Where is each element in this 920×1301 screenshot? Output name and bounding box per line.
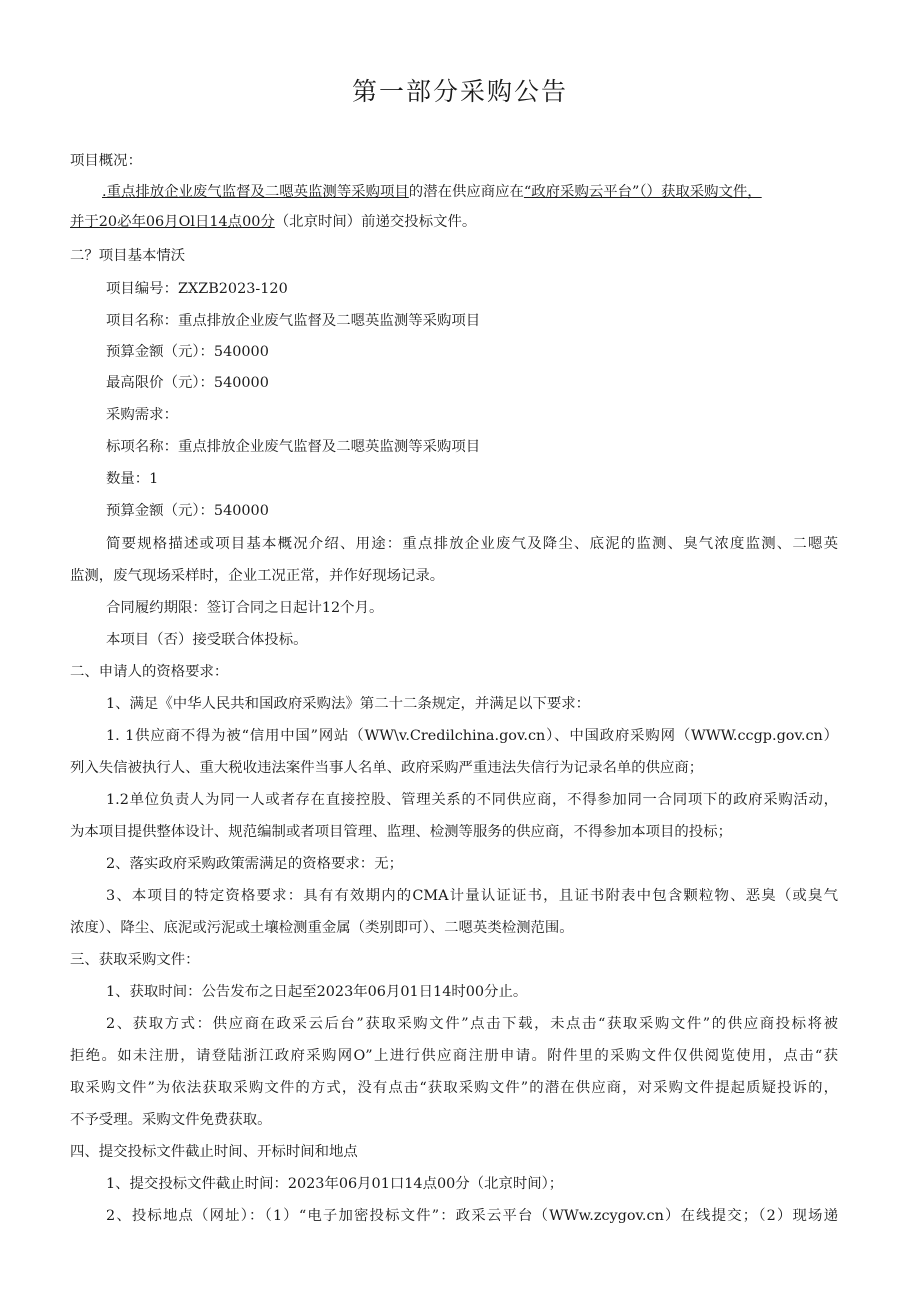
obtain-method-cont-2: 取采购文件”为依法获取采购文件的方式，没有点击“获取采购文件”的潜在供应商，对采购文件提起质疑投诉的，	[70, 1080, 838, 1096]
project-number: 项目编号：ZXZB2023-120	[106, 281, 288, 297]
obtain-method: 2、获取方式：供应商在政采云后台”获取采购文件”点击下载，未点击“获取采购文件”的供应商投标将被	[106, 1016, 838, 1032]
overview-heading: 项目概况：	[70, 153, 142, 169]
obtain-heading: 三、获取采购文件：	[70, 952, 200, 968]
obtain-method-cont-1: 拒绝。如未注册，请登陆浙江政府采购网O”上进行供应商注册申请。附件里的采购文件仅供阅览使用，点击“获	[70, 1048, 838, 1064]
project-name: 项目名称：重点排放企业废气监督及二嗯英监测等采购项目	[106, 313, 481, 329]
submit-location: 2、投标地点（网址）：（1）“电子加密投标文件”：政采云平台（WWw.zcygov.cn）在线提交；（2）现场递	[106, 1208, 838, 1224]
submit-deadline: 1、提交投标文件截止时间：2023年06月01口14点00分（北京时间）；	[106, 1176, 564, 1192]
overview-line-2	[70, 207, 476, 238]
qualification-2: 2、落实政府采购政策需满足的资格要求：无；	[106, 856, 403, 872]
lot-budget: 预算金额（元）：540000	[106, 503, 269, 519]
basic-heading: 二？项目基本情沃	[70, 248, 186, 264]
submit-heading: 四、提交投标文件截止时间、开标时间和地点	[70, 1144, 358, 1160]
overview-text: 的潜在供应商应在	[408, 184, 524, 200]
qualification-3: 3、本项目的特定资格要求：具有有效期内的CMA计量认证证书，且证书附表中包含颗粒物、恶臭（或臭气	[106, 888, 838, 904]
budget-amount: 预算金额（元）：540000	[106, 344, 269, 360]
spec-description: 简要规格描述或项目基本概况介绍、用途：重点排放企业废气及降尘、底泥的监测、臭气浓度监测、二嗯英	[106, 536, 838, 552]
obtain-method-cont-3: 不予受理。采购文件免费获取。	[70, 1112, 272, 1128]
obtain-time: 1、获取时间：公告发布之日起至2023年06月01日14时00分止。	[106, 984, 528, 1000]
page-title: 第一部分采购公告	[351, 77, 568, 106]
qualification-1-1-cont: 列入失信被执行人、重大税收违法案件当事人名单、政府采购严重违法失信行为记录名单的供应商；	[70, 760, 704, 776]
qualification-1-2-cont: 为本项目提供整体设计、规范编制或者项目管理、监理、检测等服务的供应商，不得参加本项目的投标；	[70, 824, 732, 840]
overview-project-name: .重点排放企业废气监督及二嗯英监测等采购项目	[102, 184, 409, 200]
max-price: 最高限价（元）：540000	[106, 375, 269, 391]
contract-period: 合同履约期限：签订合同之日起计12个月。	[106, 600, 384, 616]
qualification-1-1: 1. 1供应商不得为被“信用中国”网站（WW\v.Credilchina.gov.cn）、中国政府采购网（WWW.ccgp.gov.cn）	[106, 728, 838, 744]
qualification-heading: 二、申请人的资格要求：	[70, 664, 229, 680]
overview-platform: “政府采购云平台”（）获取采购文件，	[523, 184, 762, 200]
qualification-1-2: 1.2单位负责人为同一人或者存在直接控股、管理关系的不同供应商，不得参加同一合同项下的政府采购活动，	[106, 792, 838, 808]
quantity: 数量：1	[106, 471, 159, 487]
qualification-1: 1、满足《中华人民共和国政府采购法》第二十二条规定，并满足以下要求：	[106, 696, 591, 712]
procurement-demand: 采购需求：	[106, 407, 178, 423]
overview-deadline-note: （北京时间）前递交投标文件。	[274, 214, 477, 230]
lot-name: 标项名称：重点排放企业废气监督及二嗯英监测等采购项目	[106, 439, 481, 455]
spec-description-cont: 监测，废气现场采样时，企业工况正常，并作好现场记录。	[70, 568, 445, 584]
consortium-note: 本项目（否）接受联合体投标。	[106, 632, 308, 648]
qualification-3-cont: 浓度）、降尘、底泥或污泥或土壤检测重金属（类别即可）、二嗯英类检测范围。	[70, 920, 574, 936]
overview-deadline: 并于20必年06月Ol日14点00分	[70, 214, 275, 230]
overview-line-1	[102, 177, 762, 208]
